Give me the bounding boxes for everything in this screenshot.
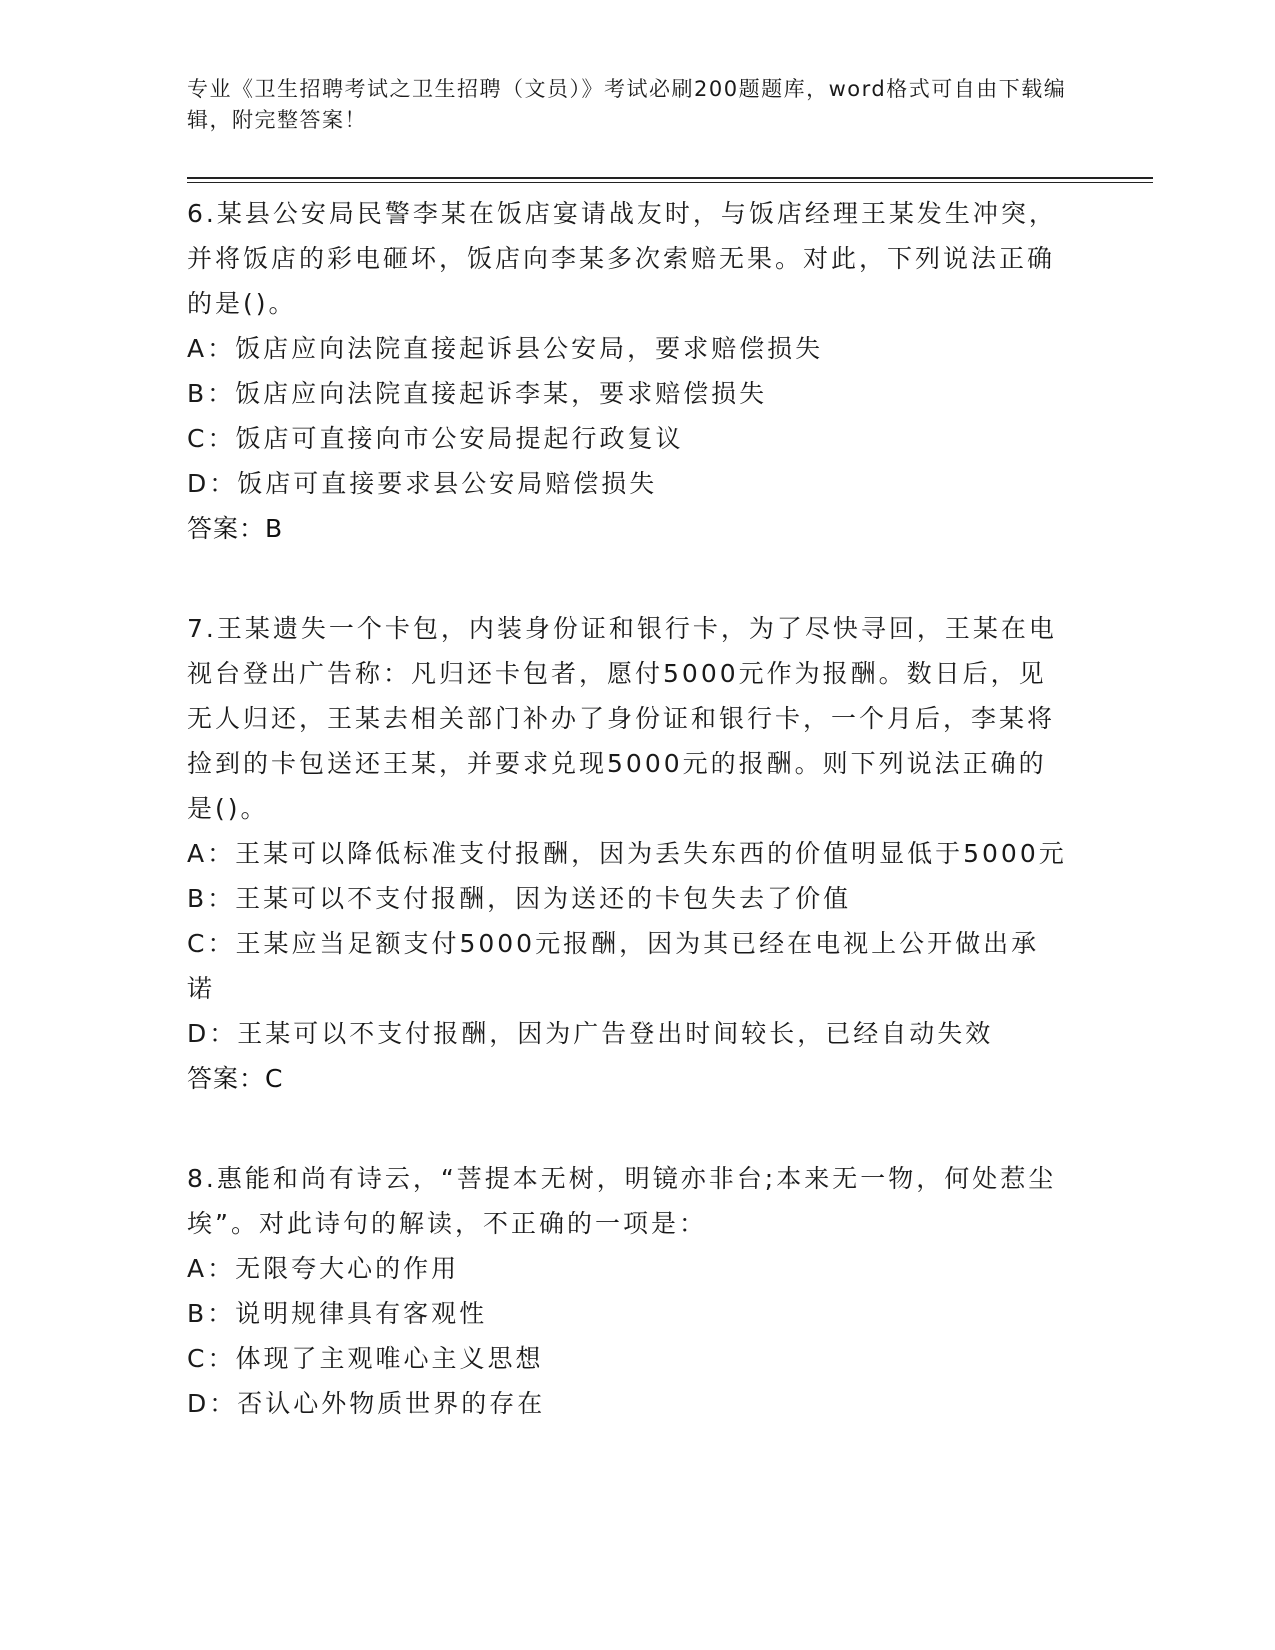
option-b: B：说明规律具有客观性 (187, 1299, 488, 1328)
question-spacer (187, 1101, 1067, 1156)
option-d: D：饭店可直接要求县公安局赔偿损失 (187, 469, 658, 498)
question-6 (187, 191, 1067, 551)
option-d: D：否认心外物质世界的存在 (187, 1389, 546, 1418)
option-c: C：饭店可直接向市公安局提起行政复议 (187, 424, 684, 453)
option-c: C：王某应当足额支付5000元报酬，因为其已经在电视上公开做出承诺 (187, 929, 1040, 1003)
header-divider-thin (187, 182, 1153, 183)
option-d: D：王某可以不支付报酬，因为广告登出时间较长，已经自动失效 (187, 1019, 994, 1048)
option-a: A：饭店应向法院直接起诉县公安局，要求赔偿损失 (187, 334, 824, 363)
option-b: B：王某可以不支付报酬，因为送还的卡包失去了价值 (187, 884, 852, 913)
header-divider-thick (187, 177, 1153, 179)
answer: 答案：B (187, 514, 284, 543)
option-a: A：无限夸大心的作用 (187, 1254, 460, 1283)
question-text: 8.惠能和尚有诗云，“菩提本无树，明镜亦非台;本来无一物，何处惹尘埃”。对此诗句的解读，不正确的一项是： (187, 1164, 1057, 1238)
question-8 (187, 1156, 1067, 1426)
question-text: 6.某县公安局民警李某在饭店宴请战友时，与饭店经理王某发生冲突，并将饭店的彩电砸坏，饭店向李某多次索赔无果。对此，下列说法正确的是()。 (187, 199, 1057, 318)
option-c: C：体现了主观唯心主义思想 (187, 1344, 544, 1373)
option-a: A：王某可以降低标准支付报酬，因为丢失东西的价值明显低于5000元 (187, 839, 1067, 868)
document-header: 专业《卫生招聘考试之卫生招聘（文员）》考试必刷200题题库，word格式可自由下载编辑，附完整答案！ (187, 77, 1067, 132)
question-list (187, 191, 1067, 1426)
answer: 答案：C (187, 1064, 284, 1093)
question-spacer (187, 551, 1067, 606)
question-text: 7.王某遗失一个卡包，内装身份证和银行卡，为了尽快寻回，王某在电视台登出广告称：凡归还卡包者，愿付5000元作为报酬。数日后，见无人归还，王某去相关部门补办了身份证和银行卡，一个月后，李某将捡到的卡包送还王某，并要求兑现5000元的报酬。则下列说法正确的是()。 (187, 614, 1057, 823)
option-b: B：饭店应向法院直接起诉李某，要求赔偿损失 (187, 379, 768, 408)
question-7 (187, 606, 1067, 1101)
